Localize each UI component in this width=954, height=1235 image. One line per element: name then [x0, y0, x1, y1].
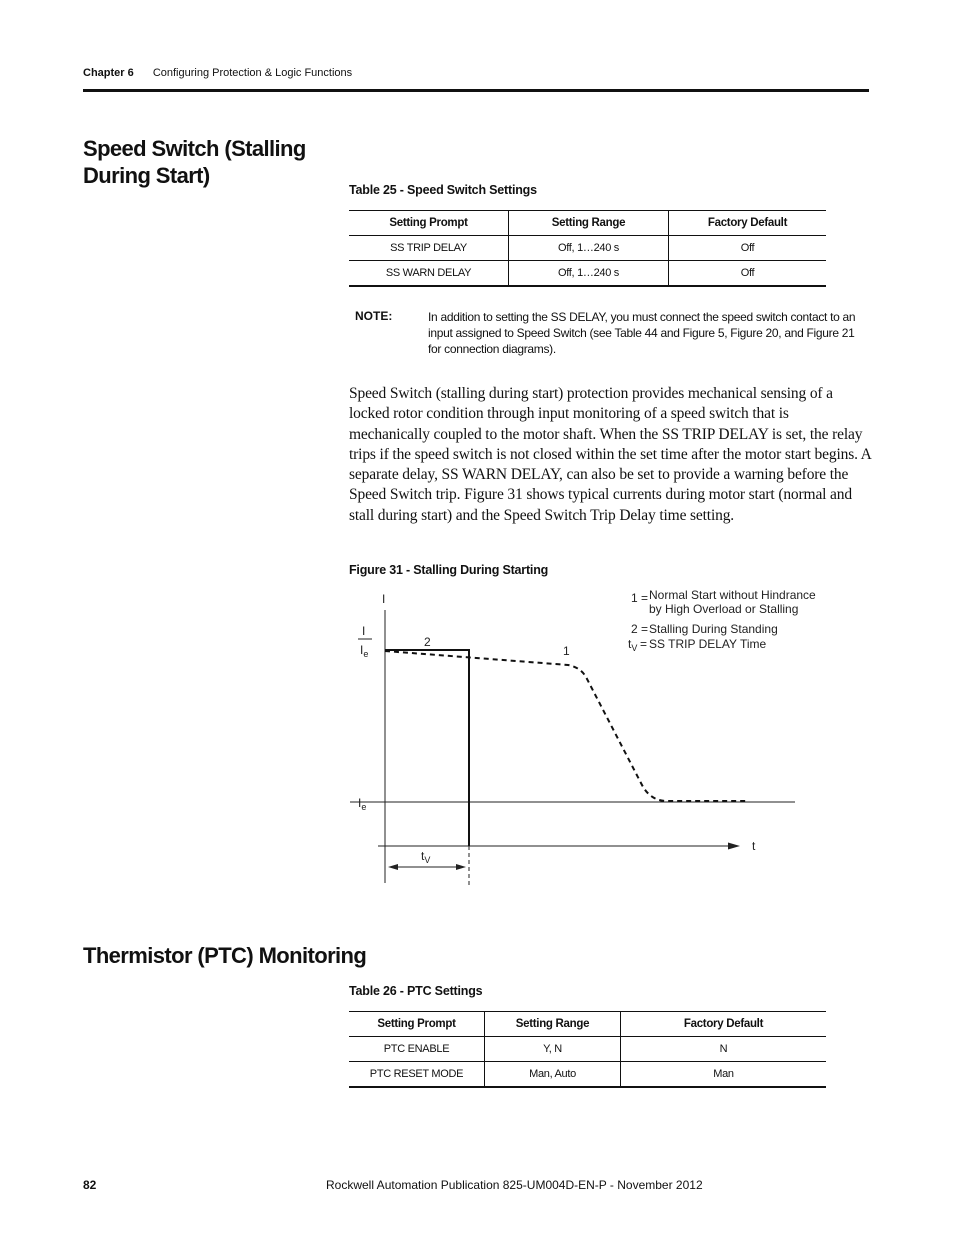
y-axis-label: I — [382, 592, 386, 606]
legend-eq-3: = — [640, 637, 648, 651]
note-text: In addition to setting the SS DELAY, you must connect the speed switch contact to an input assigned to Speed Switch (see Table 44 and Figure 5, Figure 20, and Figure 21 for connection diagrams). — [428, 310, 856, 356]
table-cell: Off, 1…240 s — [509, 261, 669, 287]
section-heading-thermistor: Thermistor (PTC) Monitoring — [83, 943, 367, 968]
x-axis-label: t — [752, 839, 756, 853]
legend-text-1a: Normal Start without Hindrance — [649, 588, 816, 602]
column-header: Setting Prompt — [349, 1012, 485, 1037]
normal-start-curve-1 — [385, 651, 748, 801]
table-row — [349, 236, 826, 261]
stall-curve-2 — [385, 650, 469, 846]
table-cell: SS TRIP DELAY — [349, 236, 509, 261]
table-cell: SS WARN DELAY — [349, 261, 509, 287]
column-header: Setting Prompt — [349, 211, 509, 236]
note-label: NOTE: — [355, 309, 393, 323]
body-paragraph: Speed Switch (stalling during start) protection provides mechanical sensing of a locked rotor condition through input monitoring of a speed switch that is mechanically coupled to the motor shaft. When the SS TRIP DELAY is set, the relay trips if the speed switch is not closed within the set time after the motor start begins. A separate delay, SS WARN DELAY, can also be set to provide a warning before the Speed Switch trip. Figure 31 shows typical currents during motor start (normal and stall during start) and the Speed Switch Trip Delay time setting. — [349, 385, 871, 524]
table-cell: N — [621, 1037, 827, 1062]
figure-legend — [628, 588, 816, 653]
legend-key-2: 2 = — [631, 622, 649, 636]
legend-text-1b: by High Overload or Stalling — [649, 602, 799, 616]
table-25-caption: Table 25 - Speed Switch Settings — [349, 183, 537, 197]
stalling-during-starting-figure — [340, 585, 820, 895]
tv-arrow-left — [388, 864, 398, 870]
legend-key-3: $t_V$ — [628, 637, 638, 653]
x-axis-arrowhead — [728, 843, 740, 850]
figure-31-caption: Figure 31 - Stalling During Starting — [349, 563, 549, 577]
column-header: Factory Default — [621, 1012, 827, 1037]
table-cell: Man, Auto — [485, 1062, 621, 1088]
page-number: 82 — [83, 1178, 97, 1192]
table-cell: Off — [669, 236, 827, 261]
table-cell: Man — [621, 1062, 827, 1088]
table-cell: Y, N — [485, 1037, 621, 1062]
chapter-label: Chapter 6 — [83, 67, 134, 79]
tv-arrow-right — [456, 864, 466, 870]
table-cell: PTC ENABLE — [349, 1037, 485, 1062]
running-header — [83, 67, 352, 79]
chapter-title: Configuring Protection & Logic Functions — [152, 67, 353, 79]
table-cell: Off, 1…240 s — [509, 236, 669, 261]
publication-info: Rockwell Automation Publication 825-UM004D-EN-P - November 2012 — [326, 1178, 703, 1192]
ratio-denominator: $I_e$ — [360, 643, 369, 659]
table-26-caption: Table 26 - PTC Settings — [349, 984, 483, 998]
table-row — [349, 261, 826, 287]
legend-text-2: Stalling During Standing — [649, 622, 778, 636]
table-row — [349, 1062, 826, 1088]
legend-text-3: SS TRIP DELAY Time — [649, 637, 767, 651]
ratio-numerator: I — [362, 624, 366, 638]
legend-key-1: 1 = — [631, 591, 649, 605]
table-cell: Off — [669, 261, 827, 287]
ptc-settings-table — [349, 1011, 826, 1088]
curve-1-label: 1 — [563, 644, 570, 658]
column-header: Setting Range — [509, 211, 669, 236]
speed-switch-settings-table — [349, 210, 826, 287]
ie-level-label: $I_e$ — [358, 796, 367, 812]
column-header: Setting Range — [485, 1012, 621, 1037]
header-rule — [83, 89, 869, 92]
table-cell: PTC RESET MODE — [349, 1062, 485, 1088]
tv-label: $t_V$ — [421, 849, 431, 865]
section-heading-speed-switch: Speed Switch (Stalling During Start) — [83, 136, 306, 188]
curve-2-label: 2 — [424, 635, 431, 649]
column-header: Factory Default — [669, 211, 827, 236]
table-row — [349, 1037, 826, 1062]
